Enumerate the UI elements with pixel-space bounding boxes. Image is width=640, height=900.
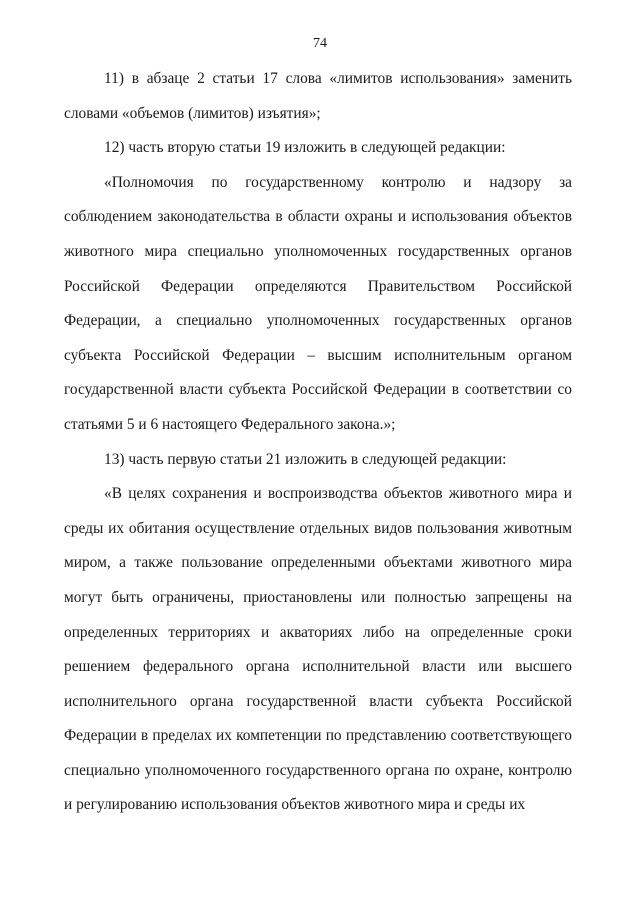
paragraph-item-12: 12) часть вторую статьи 19 изложить в следующей редакции: [104,139,506,157]
paragraph-item-11: 11) в абзаце 2 статьи 17 слова «лимитов использования» заменить словами «объемов (лимитов) изъятия»; [64,70,572,122]
paragraph-item-13: 13) часть первую статьи 21 изложить в следующей редакции: [104,450,507,468]
page-number: 74 [313,36,327,51]
paragraph-quote-article-19: «Полномочия по государственному контролю и надзору за соблюдением законодательства в области охраны и использования объектов животного мира специально уполномоченных государственных органов Российской Федерации определяются Правительством Российской Федерации, а специально уполномоченных государственных органов субъекта Российской Федерации – высшим исполнительным органом государственной власти субъекта Российской Федерации в соответствии со статьями 5 и 6 настоящего Федерального закона.»; [64,173,572,433]
document-body [64,62,572,823]
paragraph-quote-article-21: «В целях сохранения и воспроизводства объектов животного мира и среды их обитания осуществление отдельных видов пользования животным миром, а также пользование определенными объектами животного мира могут быть ограничены, приостановлены или полностью запрещены на определенных территориях и акваториях либо на определенные сроки решением федерального органа исполнительной власти или высшего исполнительного органа государственной власти субъекта Российской Федерации в пределах их компетенции по представлению соответствующего специально уполномоченного государственного органа по охране, контролю и регулированию использования объектов животного мира и среды их [64,485,572,814]
